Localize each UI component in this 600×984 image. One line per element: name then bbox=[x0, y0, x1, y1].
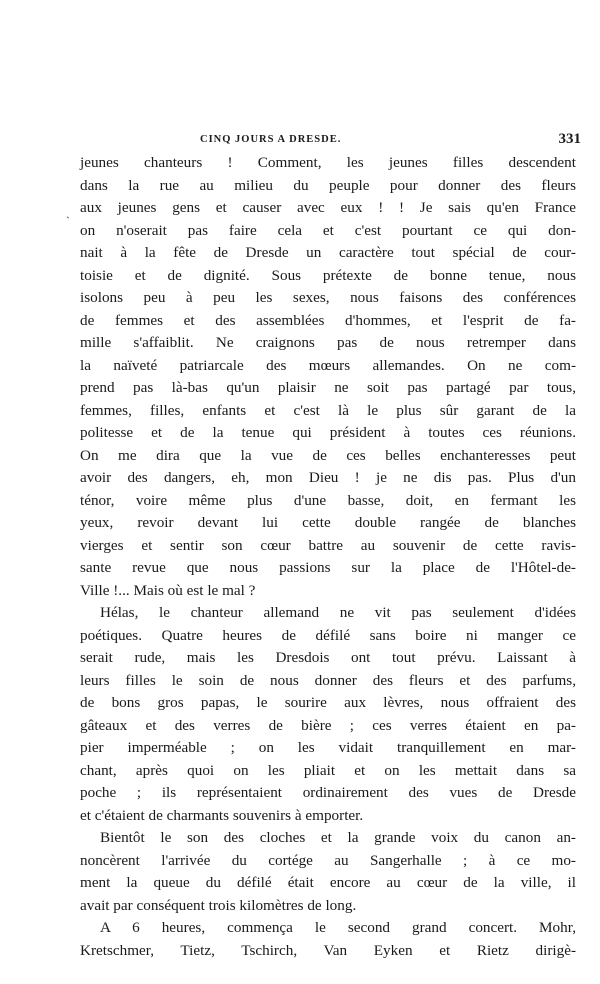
text-line: yeux, revoir devant lui cette double rangée de blanches bbox=[80, 514, 576, 531]
running-head bbox=[80, 131, 590, 151]
text-line: noncèrent l'arrivée du cortége au Sangerhalle ; à ce mo- bbox=[80, 851, 576, 869]
text-line: leurs filles le soin de nous donner des fleurs et des parfums, bbox=[80, 671, 576, 689]
text-line: et c'étaient de charmants souvenirs à emporter. bbox=[80, 806, 364, 824]
text-line: poche ; ils représentaient ordinairement des vues de Dresde bbox=[80, 784, 576, 801]
body-text bbox=[80, 152, 576, 962]
paragraph bbox=[80, 827, 576, 917]
text-line: toisie et de dignité. Sous prétexte de bonne tenue, nous bbox=[80, 266, 576, 284]
running-head-title: CINQ JOURS A DRESDE. bbox=[200, 134, 342, 145]
text-line: aux jeunes gens et causer avec eux ! ! Je sais qu'en France bbox=[80, 199, 576, 216]
text-line: isolons peu à peu les sexes, nous faisons des conférences bbox=[80, 289, 576, 306]
margin-mark: ` bbox=[66, 214, 70, 228]
text-line: pier imperméable ; on les vidait tranquillement en mar- bbox=[80, 739, 576, 756]
text-line: on n'oserait pas faire cela et c'est pourtant ce qui don- bbox=[80, 221, 576, 239]
paragraph bbox=[80, 152, 576, 602]
text-line: femmes, filles, enfants et c'est là le plus sûr garant de la bbox=[80, 401, 576, 419]
text-line: Bientôt le son des cloches et la grande voix du canon an- bbox=[100, 829, 576, 846]
text-line: poétiques. Quatre heures de défilé sans boire ni manger ce bbox=[80, 626, 576, 644]
text-line: de bons gros papas, le sourire aux lèvres, nous offraient des bbox=[80, 694, 576, 711]
text-line: serait rude, mais les Dresdois ont tout prévu. Laissant à bbox=[80, 649, 576, 666]
text-line: Kretschmer, Tietz, Tschirch, Van Eyken et Rietz dirigè- bbox=[80, 941, 576, 959]
text-line: On me dira que la vue de ces belles enchanteresses peut bbox=[80, 446, 576, 464]
text-line: ment la queue du défilé était encore au cœur de la ville, il bbox=[80, 874, 576, 891]
text-line: A 6 heures, commença le second grand concert. Mohr, bbox=[100, 919, 576, 936]
paragraph bbox=[80, 917, 576, 962]
text-line: ténor, voire même plus d'une basse, doit, en fermant les bbox=[80, 491, 576, 509]
text-line: mille s'affaiblit. Ne craignons pas de nous retremper dans bbox=[80, 334, 576, 351]
text-line: jeunes chanteurs ! Comment, les jeunes filles descendent bbox=[80, 154, 576, 171]
paragraph bbox=[80, 602, 576, 827]
text-line: avoir des dangers, eh, mon Dieu ! je ne dis pas. Plus d'un bbox=[80, 469, 576, 486]
text-line: la naïveté patriarcale des mœurs allemandes. On ne com- bbox=[80, 356, 576, 374]
text-line: vierges et sentir son cœur battre au souvenir de cette ravis- bbox=[80, 536, 576, 554]
text-line: gâteaux et des verres de bière ; ces verres étaient en pa- bbox=[80, 716, 576, 734]
text-line: chant, après quoi on les pliait et on les mettait dans sa bbox=[80, 761, 576, 779]
text-line: Ville !... Mais où est le mal ? bbox=[80, 581, 256, 599]
text-line: sante revue que nous passions sur la place de l'Hôtel-de- bbox=[80, 559, 576, 576]
text-line: prend pas là-bas qu'un plaisir ne soit pas partagé par tous, bbox=[80, 379, 576, 396]
text-line: politesse et de la tenue qui président à toutes ces réunions. bbox=[80, 424, 576, 441]
text-line: de femmes et des assemblées d'hommes, et l'esprit de fa- bbox=[80, 311, 576, 329]
text-line: avait par conséquent trois kilomètres de long. bbox=[80, 896, 357, 914]
text-line: nait à la fête de Dresde un caractère tout spécial de cour- bbox=[80, 244, 576, 261]
text-line: Hélas, le chanteur allemand ne vit pas seulement d'idées bbox=[100, 604, 576, 621]
text-line: dans la rue au milieu du peuple pour donner des fleurs bbox=[80, 176, 576, 194]
page-number: 331 bbox=[558, 131, 581, 147]
